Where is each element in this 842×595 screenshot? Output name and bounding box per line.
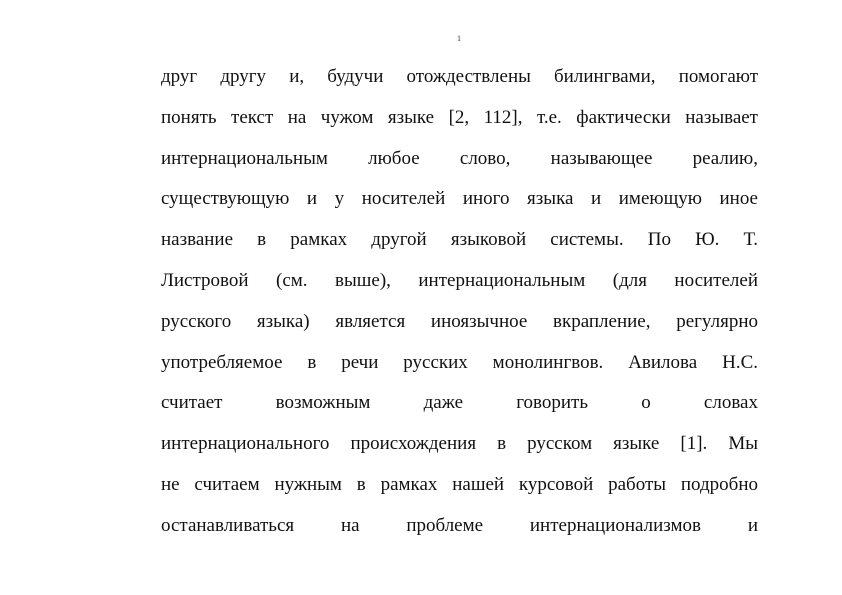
text-line: употребляемое в речи русских монолингвов. Авилова Н.С. [161,351,758,373]
text-line: название в рамках другой языковой системы. По Ю. Т. [161,229,758,251]
text-line: существующую и у носителей иного языка и имеющую иное [161,188,758,210]
page-number: 1 [457,34,461,43]
body-paragraph [161,57,758,547]
text-line: останавливаться на проблеме интернационализмов и [161,514,758,536]
text-line: понять текст на чужом языке [2, 112], т.е. фактически называет [161,106,758,128]
text-line: друг другу и, будучи отождествлены билингвами, помогают [161,66,758,87]
text-line: считает возможным даже говорить о словах [161,392,758,414]
text-line: интернациональным любое слово, называющее реалию, [161,147,758,169]
text-line: русского языка) является иноязычное вкрапление, регулярно [161,310,758,332]
text-line: не считаем нужным в рамках нашей курсовой работы подробно [161,473,758,495]
text-line: интернационального происхождения в русском языке [1]. Мы [161,433,758,455]
text-line: Листровой (см. выше), интернациональным (для носителей [161,269,758,291]
